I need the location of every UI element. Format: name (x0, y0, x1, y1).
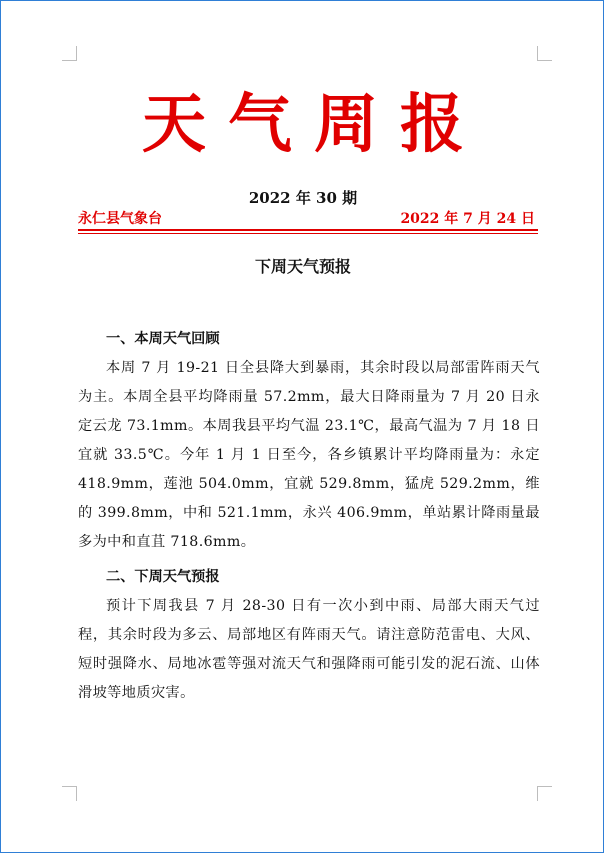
section-heading-review: 一、本周天气回顾 (106, 331, 220, 347)
section-heading-forecast: 二、下周天气预报 (106, 569, 220, 585)
crop-mark-top-right (537, 46, 552, 61)
document-subtitle: 下周天气预报 (254, 257, 351, 276)
crop-mark-bottom-left (62, 786, 77, 801)
station-name: 永仁县气象台 (78, 211, 162, 227)
header-rule-thick (78, 229, 538, 231)
crop-mark-bottom-right (537, 786, 552, 801)
section-body-forecast: 预计下周我县 7 月 28-30 日有一次小到中雨、局部大雨天气过程，其余时段为多云、局部地区有阵雨天气。请注意防范雷电、大风、短时强降水、局地冰雹等强对流天气和强降雨可能引发的泥石流、山体滑坡等地质灾害。 (78, 598, 540, 701)
header-rule-thin (78, 233, 538, 234)
crop-mark-top-left (62, 46, 77, 61)
report-title: 天气周报 (142, 87, 486, 162)
section-body-review: 本周 7 月 19-21 日全县降大到暴雨，其余时段以局部雷阵雨天气为主。本周全县平均降雨量 57.2mm，最大日降雨量为 7 月 20 日永定云龙 73.1mm。本周我县平均气温 23.1℃，最高气温为 7 月 18 日宜就 33.5℃。今年 1 月 1 日至今，各乡镇累计平均降雨量为：永定 418.9mm，莲池 504.0mm，宜就 529.8mm，猛虎 529.2mm，维的 399.8mm，中和 521.1mm，永兴 406.9mm，单站累计降雨量最多为中和直苴 718.6mm。 (78, 360, 540, 550)
issue-number: 2022 年 30 期 (248, 189, 358, 207)
issue-date: 2022 年 7 月 24 日 (400, 211, 535, 227)
document-body (78, 319, 540, 708)
